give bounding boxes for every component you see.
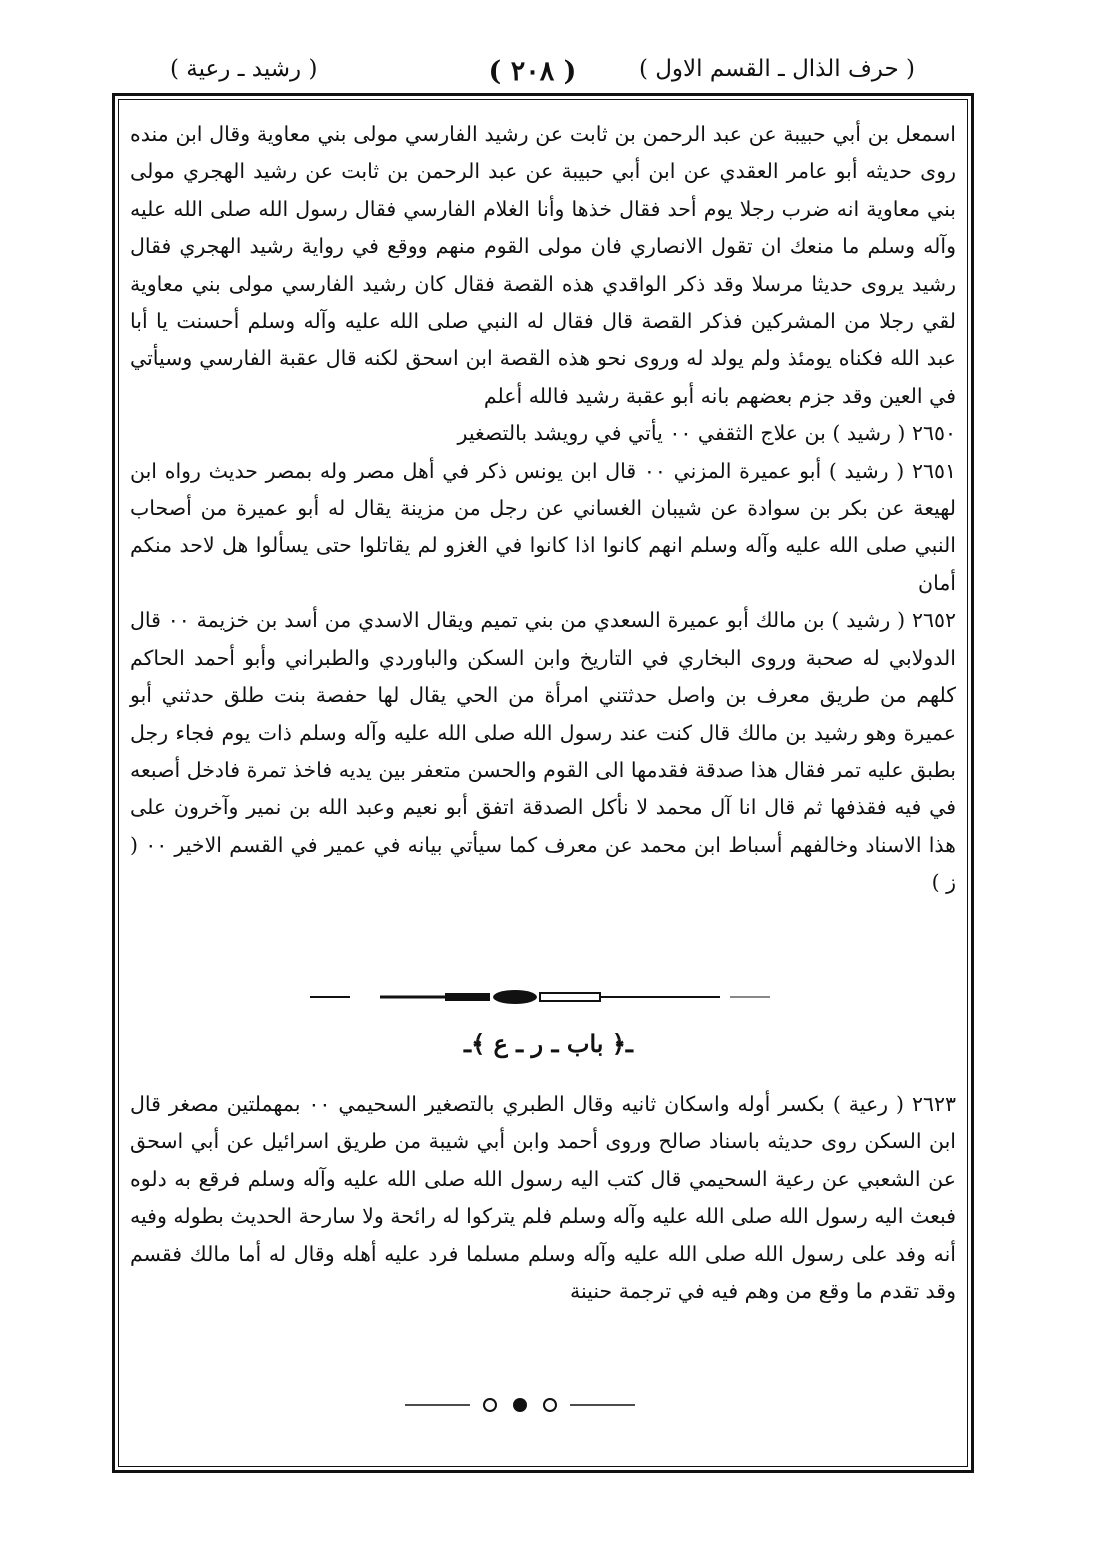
section-title: ـ﴿ باب ـ ر ـ ع ﴾ـ (464, 1029, 633, 1058)
entry-2652: ٢٦٥٢ ( رشيد ) بن مالك أبو عميرة السعدي من بني تميم ويقال الاسدي من أسد بن خزيمة ٠٠ قال الدولابي له صحبة وروى البخاري في التاريخ وابن السكن والباوردي والطبراني وأبو أحمد الحاكم كلهم من طريق معرف بن واصل حدثتني امرأة من الحي يقال لها حفصة بنت طلق حدثني أبو عميرة وهو رشيد بن مالك قال كنت عند رسول الله صلى الله عليه وآله وسلم ذات يوم فجاء رجل بطبق عليه تمر فقال هذا صدقة فقدمها الى القوم والحسن متعفر بين يديه فاخذ تمرة فادخل أصبعه في فيه فقذفها ثم قال انا آل محمد لا نأكل الصدقة اتفق أبو نعيم وعبد الله بن نمير وآخرون على هذا الاسناد وخالفهم أسباط ابن محمد عن معرف كما سيأتي بيانه في عمير في القسم الاخير ٠٠ ( ز ) (130, 608, 956, 895)
ornamental-divider (300, 982, 780, 1012)
header-chapter: ( حرف الذال ـ القسم الاول ) (638, 56, 915, 82)
entry-2650: ٢٦٥٠ ( رشيد ) بن علاج الثقفي ٠٠ يأتي في رويشد بالتصغير (457, 421, 956, 446)
header-entries: ( رشيد ـ رعية ) (170, 56, 318, 82)
page-number: ( ٢٠٨ ) (488, 56, 577, 87)
entry-2651: ٢٦٥١ ( رشيد ) أبو عميرة المزني ٠٠ قال ابن يونس ذكر في أهل مصر وله بمصر حديث رواه ابن لهيعة عن بكر بن سوادة عن شيبان الغساني عن رجل من مزينة يقال له أبو عميرة من أصحاب النبي صلى الله عليه وآله وسلم انهم كانوا اذا كانوا في الغزو لم يقاتلوا حتى يسألوا هل لاحد منكم أمان (130, 458, 956, 595)
end-ornament (400, 1390, 640, 1420)
paragraph-continuation: اسمعل بن أبي حبيبة عن عبد الرحمن بن ثابت عن رشيد الفارسي مولى بني معاوية وقال ابن منده روى حديثه أبو عامر العقدي عن ابن أبي حبيبة عن عبد الرحمن بن ثابت عن رشيد الهجري مولى بني معاوية انه ضرب رجلا يوم أحد فقال خذها وأنا الغلام الفارسي فقال رسول الله صلى الله عليه وآله وسلم ما منعك ان تقول الانصاري فان مولى القوم منهم ووقع في رواية رشيد الهجري فقال رشيد يروى حديثا مرسلا وقد ذكر الواقدي هذه القصة فقال كان رشيد الفارسي مولى بني معاوية لقي رجلا من المشركين فذكر القصة قال فقال له النبي صلى الله عليه وآله وسلم أحسنت يا أبا عبد الله فكناه يومئذ ولم يولد له وروى نحو هذه القصة ابن اسحق لكنه قال عقبة الفارسي وسيأتي في العين وقد جزم بعضهم بانه أبو عقبة رشيد فالله أعلم (130, 122, 956, 408)
running-header (150, 52, 915, 92)
entry-2623: ٢٦٢٣ ( رعية ) بكسر أوله واسكان ثانيه وقال الطبري بالتصغير السحيمي ٠٠ بمهملتين مصغر قال ابن السكن روى حديثه باسناد صالح وروى أحمد وابن أبي شيبة من طريق اسرائيل عن أبي اسحق عن الشعبي عن رعية السحيمي قال كتب اليه رسول الله صلى الله عليه وآله وسلم فرقع به دلوه فبعث اليه رسول الله صلى الله عليه وآله وسلم فلم يتركوا له رائحة ولا سارحة الحديث بطوله وفيه أنه وفد على رسول الله صلى الله عليه وآله وسلم مسلما فرد عليه أهله وقال له أما مالك فقسم وقد تقدم ما وقع من وهم فيه في ترجمة حنينة (130, 1092, 956, 1304)
section-text (130, 1086, 956, 1310)
main-text (130, 116, 956, 902)
